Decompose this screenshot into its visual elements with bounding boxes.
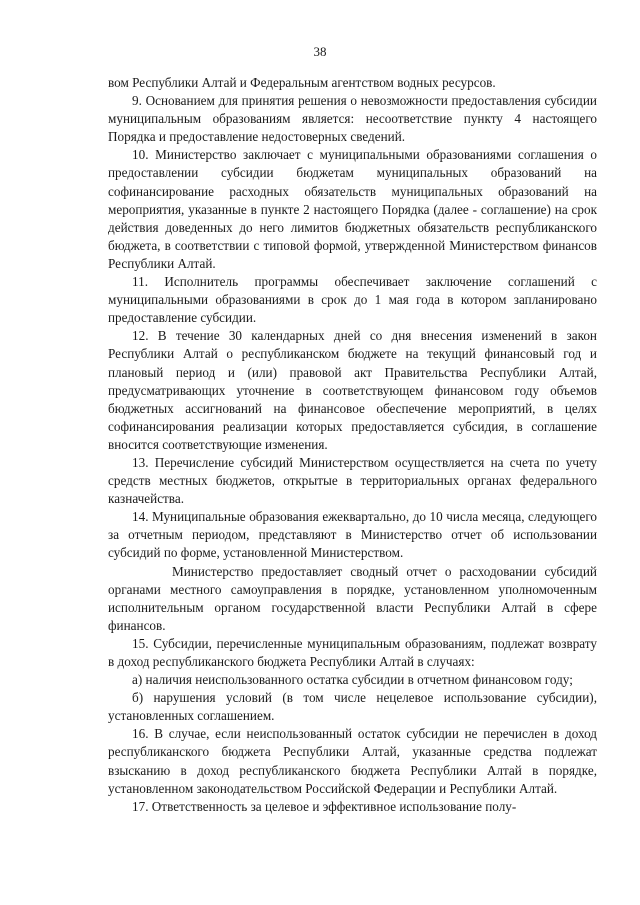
- paragraph-15-item-b: б) нарушения условий (в том числе нецелевое использование субсидии), установленных соглашением.: [108, 690, 597, 724]
- page-number: 38: [313, 44, 327, 59]
- paragraph-14: 14. Муниципальные образования ежеквартально, до 10 числа месяца, следующего за отчетным периодом, представляют в Министерство отчет об использовании субсидий по форме, установленной Министерством.: [108, 509, 597, 561]
- paragraph-11: 11. Исполнитель программы обеспечивает заключение соглашений с муниципальными образованиями в срок до 1 мая года в котором запланировано предоставление субсидии.: [108, 274, 597, 326]
- paragraph-10: 10. Министерство заключает с муниципальными образованиями соглашения о предоставлении субсидии бюджетам муниципальных образований на софинансирование расходных обязательств муниципальных образований на мероприятия, указанные в пункте 2 настоящего Порядка (далее - соглашение) на срок действия доведенных до него лимитов бюджетных обязательств республиканского бюджета, в соответствии с типовой формой, утвержденной Министерством финансов Республики Алтай.: [108, 147, 597, 271]
- paragraph-continuation: вом Республики Алтай и Федеральным агентством водных ресурсов.: [108, 75, 496, 90]
- document-body: [108, 74, 597, 816]
- paragraph-15-item-a: а) наличия неиспользованного остатка субсидии в отчетном финансовом году;: [132, 672, 573, 688]
- paragraph-17: 17. Ответственность за целевое и эффективное использование полу-: [132, 798, 517, 814]
- paragraph-14-report: Министерство предоставляет сводный отчет о расходовании субсидий органами местного самоуправления в порядке, установленном уполномоченным исполнительным органом государственной власти Республики Алтай в сфере финансов.: [108, 563, 597, 633]
- paragraph-16: 16. В случае, если неиспользованный остаток субсидии не перечислен в доход республиканского бюджета Республики Алтай, указанные средства подлежат взысканию в доход республиканского бюджета Республики Алтай в порядке, установленном законодательством Российской Федерации и Республики Алтай.: [108, 726, 597, 796]
- paragraph-13: 13. Перечисление субсидий Министерством осуществляется на счета по учету средств местных бюджетов, открытые в территориальных органах федерального казначейства.: [108, 454, 597, 507]
- paragraph-15: 15. Субсидии, перечисленные муниципальным образованиям, подлежат возврату в доход республиканского бюджета Республики Алтай в случаях:: [108, 635, 597, 669]
- paragraph-9: 9. Основанием для принятия решения о невозможности предоставления субсидии муниципальным образованиям является: несоответствие пункту 4 настоящего Порядка и предоставление недостоверных сведений.: [108, 93, 597, 145]
- paragraph-12: 12. В течение 30 календарных дней со дня внесения изменений в закон Республики Алтай о республиканском бюджете на текущий финансовый год и плановый период и (или) правовой акт Правительства Республики Алтай, предусматривающих уточнение в соответствующем финансовом году объемов бюджетных ассигнований на финансовое обеспечение мероприятий, в целях софинансирования реализации которых предоставляется субсидия, в соглашение вносится соответствующие изменения.: [108, 328, 597, 452]
